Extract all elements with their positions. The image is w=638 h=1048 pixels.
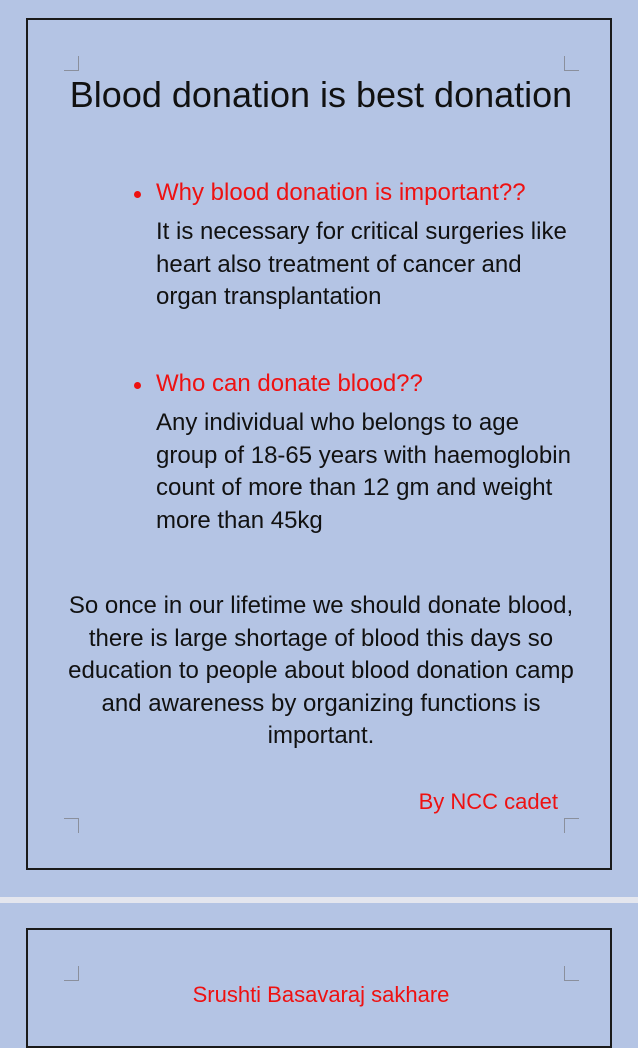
page-separator bbox=[0, 897, 638, 903]
author-name: Srushti Basavaraj sakhare bbox=[192, 982, 450, 1007]
bullet-heading-text: Why blood donation is important?? bbox=[156, 179, 526, 206]
document-page-2 bbox=[26, 928, 612, 1048]
bullet-body-text: It is necessary for critical surgeries like heart also treatment of cancer and organ transplantation bbox=[156, 218, 567, 310]
crop-mark-top-left bbox=[64, 56, 79, 71]
crop-mark-top-right bbox=[564, 56, 579, 71]
bullet-heading-text: Who can donate blood?? bbox=[156, 370, 423, 397]
bullet-body-text: Any individual who belongs to age group of 18-65 years with haemoglobin count of more than 12 gm and weight more than 45kg bbox=[156, 409, 571, 534]
bullet-section-eligibility bbox=[154, 367, 574, 537]
crop-mark-top-left bbox=[64, 966, 79, 981]
bullet-dot-icon bbox=[134, 382, 141, 389]
bullet-heading bbox=[154, 367, 574, 401]
signature-text: By NCC cadet bbox=[418, 789, 558, 814]
crop-mark-bottom-left bbox=[64, 818, 79, 833]
bullet-dot-icon bbox=[134, 191, 141, 198]
document-page-1 bbox=[26, 18, 612, 870]
bullet-section-importance bbox=[154, 176, 574, 314]
crop-mark-bottom-right bbox=[564, 818, 579, 833]
crop-mark-top-right bbox=[564, 966, 579, 981]
page-title: Blood donation is best donation bbox=[69, 74, 573, 115]
bullet-heading bbox=[154, 176, 574, 210]
summary-paragraph: So once in our lifetime we should donate blood, there is large shortage of blood this days so education to people about blood donation camp and awareness by organizing functions is important. bbox=[68, 592, 574, 749]
